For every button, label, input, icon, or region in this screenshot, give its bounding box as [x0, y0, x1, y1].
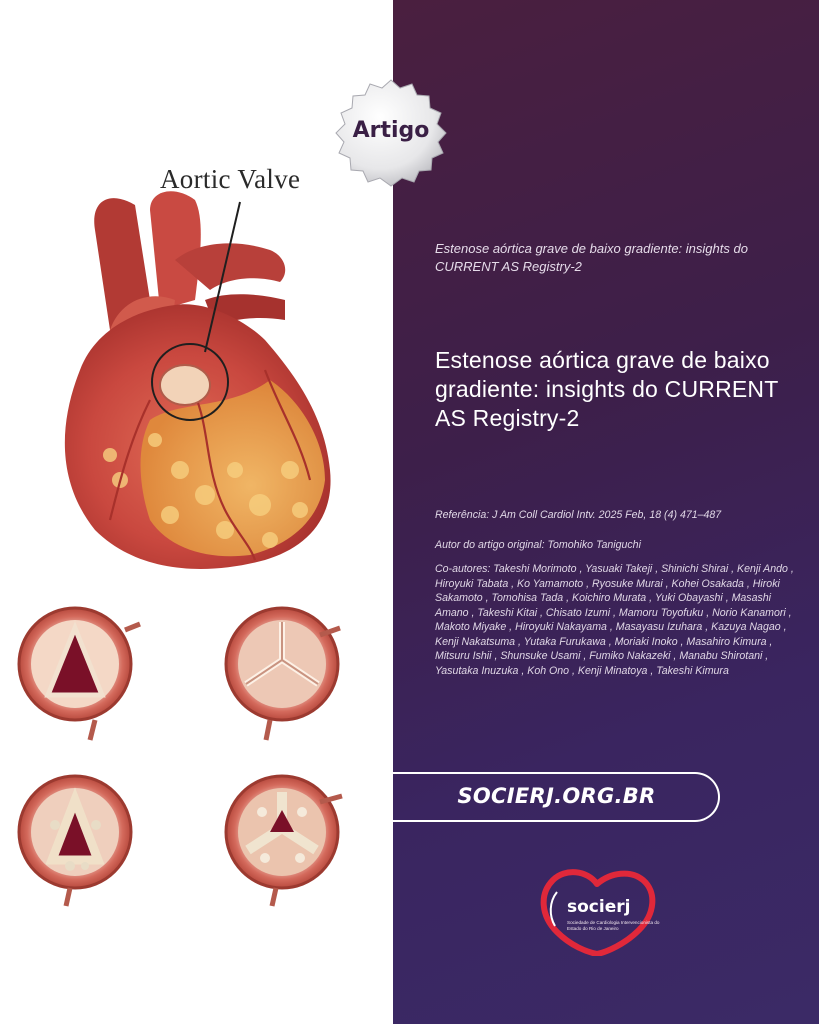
valve-glimpse — [160, 365, 210, 405]
article-author: Autor do artigo original: Tomohiko Taniguchi — [435, 539, 641, 551]
logo-tagline: Sociedade de Cardiologia Intervencionista do Estado do Rio de Janeiro — [567, 920, 660, 931]
valve-section-stenotic-closed — [226, 776, 342, 906]
aortic-valve-label: Aortic Valve — [160, 164, 301, 194]
website-link-label[interactable]: SOCIERJ.ORG.BR — [457, 784, 656, 808]
valve-section-normal-open — [19, 608, 140, 740]
article-title: Estenose aórtica grave de baixo gradiente: insights do CURRENT AS Registry-2 — [435, 347, 779, 431]
valve-section-stenotic-open — [19, 776, 131, 906]
valve-section-normal-closed — [226, 608, 340, 740]
article-coauthors: Co-autores: Takeshi Morimoto , Yasuaki Takeji , Shinichi Shirai , Kenji Ando , Hiroyuki Tabata , Ko Yamamoto , Ryosuke Murai , Kohei Osakada , Hiroki Sakamoto , Tomohisa Tada , Koichiro Murata , Yuki Obayashi , Masashi Amano , Takeshi Kitai , Chisato Izumi , Mamoru Toyofuku , Norio Kanamori , Makoto Miyake , Hiroyuki Nakayama , Masayasu Izuhara , Kazuya Nagao , Kenji Nakatsuma , Yutaka Furukawa , Moriaki Inoko , Masahiro Kimura , Mitsuru Ishii , Shunsuke Usami , Fumiko Nakazeki , Manabu Shirotani , Yasutaka Inuzuka , Koh Ono , Kenji Minatoya , Takeshi Kimura — [435, 563, 794, 677]
article-reference: Referência: J Am Coll Cardiol Intv. 2025 Feb, 18 (4) 471–487 — [435, 509, 722, 521]
article-subtitle: Estenose aórtica grave de baixo gradiente: insights do CURRENT AS Registry-2 — [435, 241, 748, 274]
logo-wordmark: socierj — [567, 897, 631, 917]
artigo-badge-label: Artigo — [352, 118, 430, 143]
